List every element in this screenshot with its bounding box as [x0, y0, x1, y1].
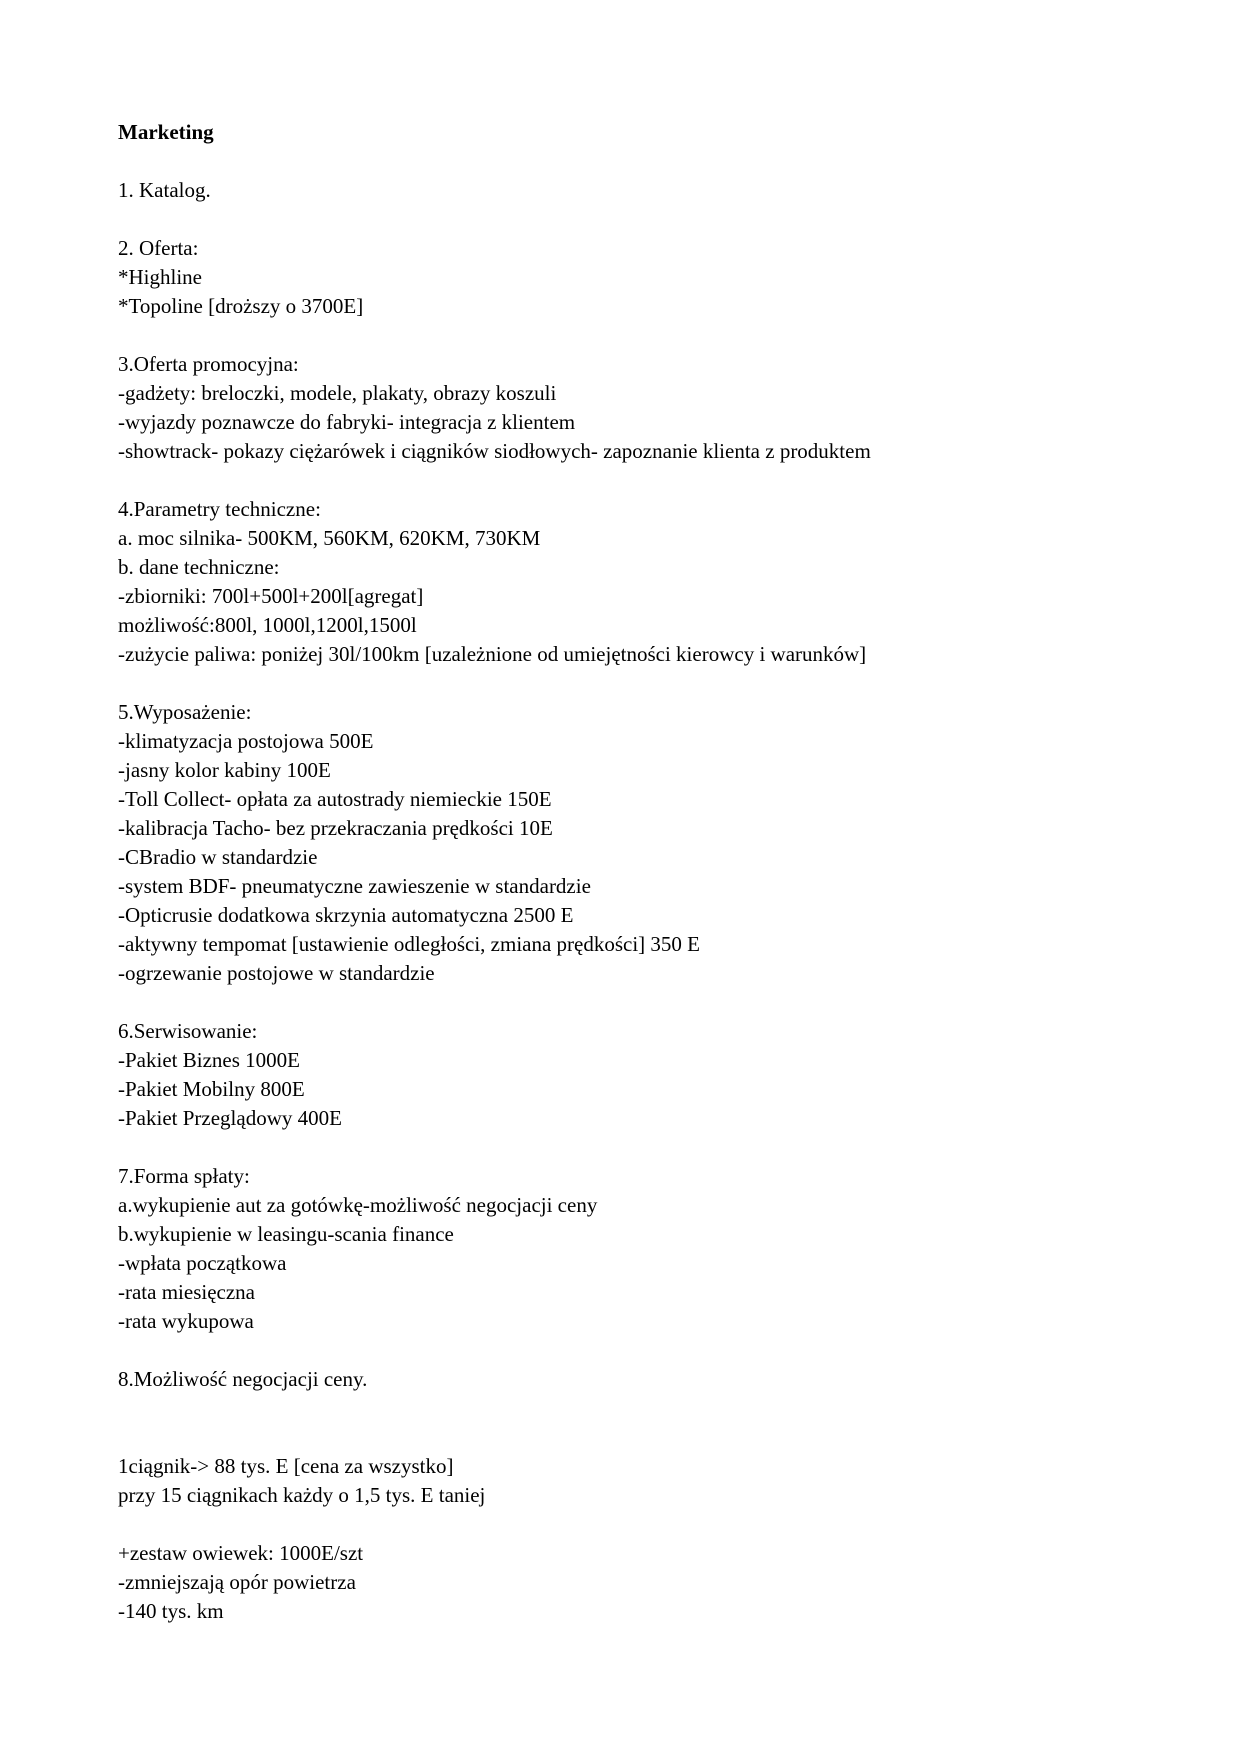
- list-item: możliwość:800l, 1000l,1200l,1500l: [118, 613, 417, 637]
- list-item: -system BDF- pneumatyczne zawieszenie w standardzie: [118, 874, 591, 898]
- list-item: -zbiorniki: 700l+500l+200l[agregat]: [118, 584, 424, 608]
- section-heading: 6.Serwisowanie:: [118, 1019, 258, 1043]
- list-item: a.wykupienie aut za gotówkę-możliwość negocjacji ceny: [118, 1193, 598, 1217]
- section-parametry-techniczne: [118, 495, 1178, 669]
- list-item: -Pakiet Biznes 1000E: [118, 1048, 300, 1072]
- section-heading: 8.Możliwość negocjacji ceny.: [118, 1367, 368, 1391]
- section-serwisowanie: [118, 1017, 1178, 1133]
- section-heading: 4.Parametry techniczne:: [118, 497, 321, 521]
- list-item: -ogrzewanie postojowe w standardzie: [118, 961, 435, 985]
- list-item: -rata miesięczna: [118, 1280, 255, 1304]
- section-katalog: [118, 176, 1178, 205]
- document-title: Marketing: [118, 120, 214, 144]
- list-item: -zużycie paliwa: poniżej 30l/100km [uzależnione od umiejętności kierowcy i warunków]: [118, 642, 867, 666]
- price-line: przy 15 ciągnikach każdy o 1,5 tys. E taniej: [118, 1483, 486, 1507]
- section-heading: 7.Forma spłaty:: [118, 1164, 250, 1188]
- list-item: -CBradio w standardzie: [118, 845, 318, 869]
- list-item: *Topoline [droższy o 3700E]: [118, 294, 364, 318]
- section-forma-splaty: [118, 1162, 1178, 1336]
- list-item: -gadżety: breloczki, modele, plakaty, obrazy koszuli: [118, 381, 557, 405]
- list-item: -rata wykupowa: [118, 1309, 254, 1333]
- list-item: -klimatyzacja postojowa 500E: [118, 729, 374, 753]
- section-heading: 1. Katalog.: [118, 178, 211, 202]
- list-item: -zmniejszają opór powietrza: [118, 1570, 356, 1594]
- list-item: -wyjazdy poznawcze do fabryki- integracja z klientem: [118, 410, 576, 434]
- list-item: b.wykupienie w leasingu-scania finance: [118, 1222, 454, 1246]
- list-item: a. moc silnika- 500KM, 560KM, 620KM, 730KM: [118, 526, 541, 550]
- list-item: -Toll Collect- opłata za autostrady niemieckie 150E: [118, 787, 552, 811]
- list-item: -Opticrusie dodatkowa skrzynia automatyczna 2500 E: [118, 903, 574, 927]
- list-item: -aktywny tempomat [ustawienie odległości, zmiana prędkości] 350 E: [118, 932, 701, 956]
- list-item: -Pakiet Mobilny 800E: [118, 1077, 305, 1101]
- section-wyposazenie: [118, 698, 1178, 988]
- list-item: -jasny kolor kabiny 100E: [118, 758, 331, 782]
- section-oferta: [118, 234, 1178, 321]
- list-item: -Pakiet Przeglądowy 400E: [118, 1106, 342, 1130]
- list-item: *Highline: [118, 265, 202, 289]
- document-body: [118, 118, 1178, 1655]
- section-cena: [118, 1452, 1178, 1510]
- list-item: -showtrack- pokazy ciężarówek i ciągników siodłowych- zapoznanie klienta z produktem: [118, 439, 871, 463]
- price-line: 1ciągnik-> 88 tys. E [cena za wszystko]: [118, 1454, 454, 1478]
- section-heading: 5.Wyposażenie:: [118, 700, 252, 724]
- list-item: -kalibracja Tacho- bez przekraczania prędkości 10E: [118, 816, 553, 840]
- list-item: +zestaw owiewek: 1000E/szt: [118, 1541, 364, 1565]
- section-heading: 3.Oferta promocyjna:: [118, 352, 299, 376]
- section-negocjacja: [118, 1365, 1178, 1394]
- list-item: -wpłata początkowa: [118, 1251, 287, 1275]
- section-heading: 2. Oferta:: [118, 236, 199, 260]
- list-item: b. dane techniczne:: [118, 555, 280, 579]
- section-owiewki: [118, 1539, 1178, 1626]
- list-item: -140 tys. km: [118, 1599, 224, 1623]
- section-oferta-promocyjna: [118, 350, 1178, 466]
